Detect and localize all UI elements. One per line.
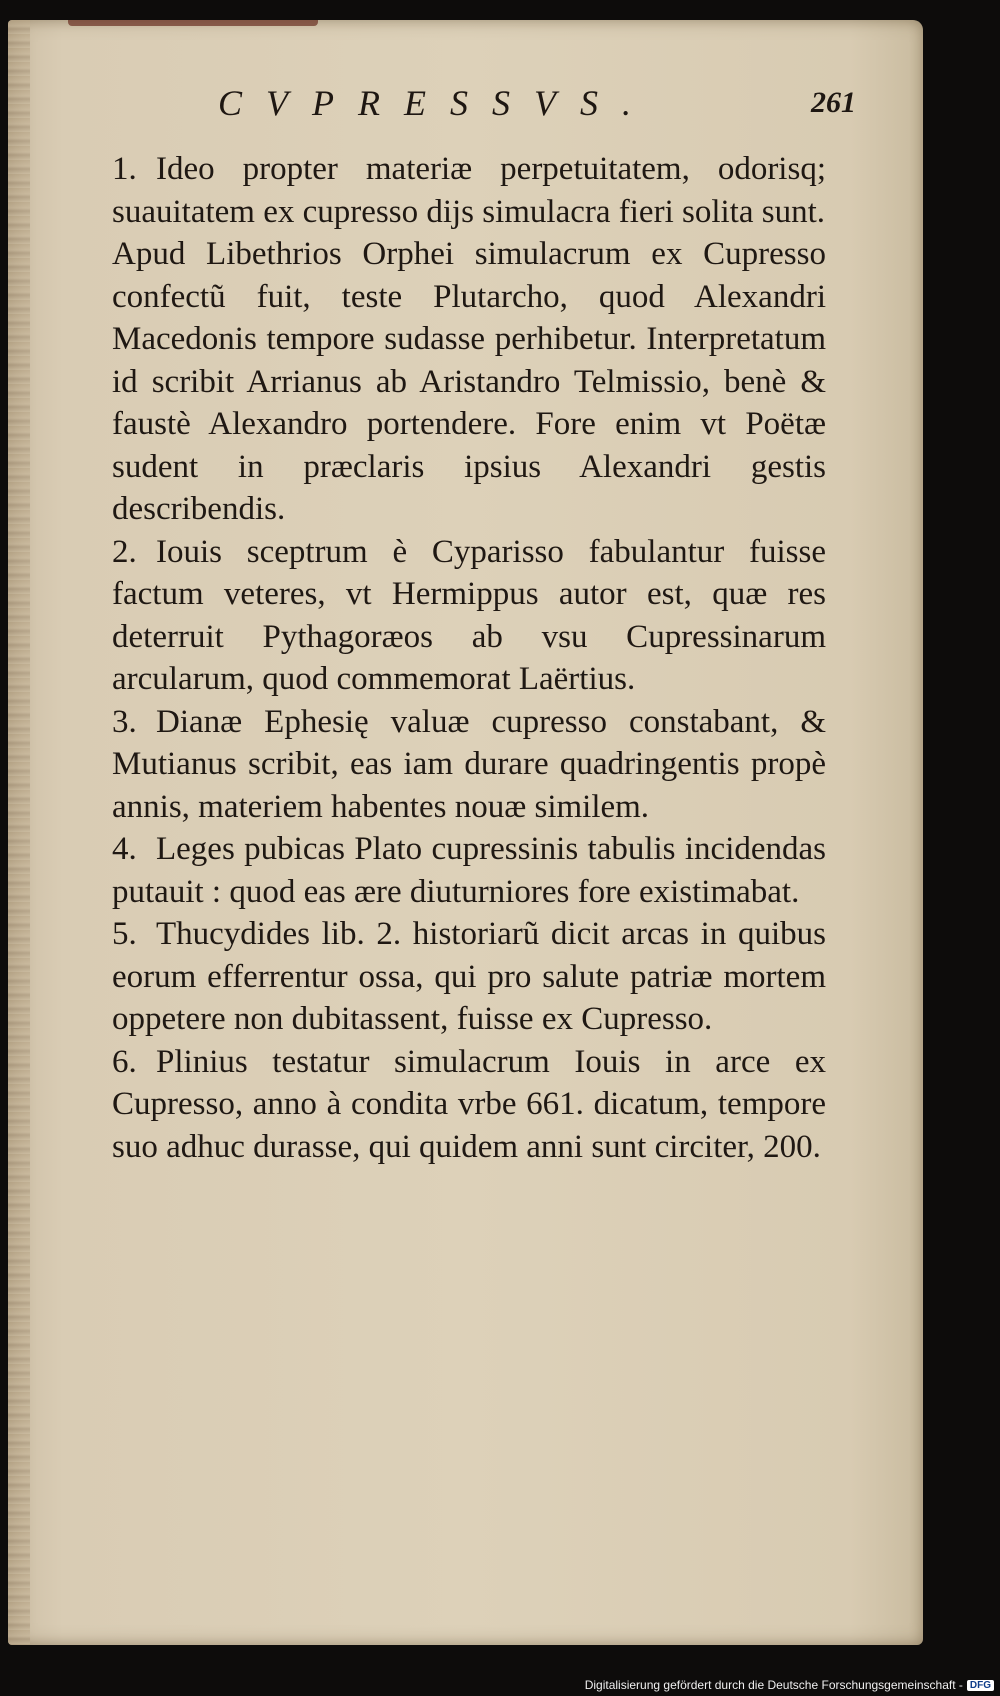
paragraph-text: Iouis sceptrum è Cyparisso fabulantur fuisse factum veteres, vt Hermippus autor est, quæ res deterruit Pythagoræos ab vsu Cupressinarum arcularum, quod commemorat Laërtius. xyxy=(112,533,826,697)
dfg-logo[interactable]: DFG xyxy=(967,1680,994,1691)
page-spine-edge xyxy=(8,20,30,1645)
paragraph-text: Ideo propter materiæ perpetuitatem, odorisq; suauitatem ex cupresso dijs simulacra fieri solita sunt. xyxy=(112,151,826,230)
paragraph xyxy=(54,531,826,701)
paragraph xyxy=(54,148,826,233)
paragraph-text: Leges pubicas Plato cupressinis tabulis incidendas putauit : quod eas ære diuturniores fore existimabat. xyxy=(112,831,826,910)
paragraph-number: 6. xyxy=(112,1043,137,1080)
book-page xyxy=(8,20,923,1645)
credit-text: Digitalisierung gefördert durch die Deutsche Forschungsgemeinschaft - xyxy=(584,1678,963,1692)
paragraph-text: Apud Libethrios Orphei simulacrum ex Cupresso confectũ fuit, teste Plutarcho, quod Alexandri Macedonis tempore sudasse perhibetur. Interpretatum id scribit Arrianus ab Aristandro Telmissio, benè & faustè Alexandro portendere. Fore enim vt Poëtæ sudent in præclaris ipsius Alexandri gestis describendis. xyxy=(112,236,826,527)
paragraph xyxy=(54,828,826,913)
paragraph xyxy=(54,913,826,1041)
paragraph-number: 4. xyxy=(112,831,137,867)
page-top-edge xyxy=(68,20,318,26)
paragraph-number: 3. xyxy=(112,703,137,740)
paragraph xyxy=(54,1041,826,1169)
paragraph-number: 2. xyxy=(112,533,137,570)
paragraph-number: 1. xyxy=(112,151,137,187)
paragraph-number: 5. xyxy=(112,916,137,952)
page-header xyxy=(218,82,856,138)
body-text xyxy=(54,148,826,1168)
running-title: CVPRESSVS. xyxy=(218,83,655,123)
digitization-credit xyxy=(585,1678,994,1692)
paragraph-text: Dianæ Ephesię valuæ cupresso constabant, & Mutianus scribit, eas iam durare quadringentis propè annis, materiem habentes nouæ similem. xyxy=(112,703,826,825)
paragraph xyxy=(54,701,826,829)
page-number: 261 xyxy=(811,86,856,119)
paragraph xyxy=(54,233,826,531)
paragraph-text: Thucydides lib. 2. historiarũ dicit arcas in quibus eorum efferrentur ossa, qui pro salute patriæ mortem oppetere non dubitassent, fuisse ex Cupresso. xyxy=(112,916,826,1037)
paragraph-text: Plinius testatur simulacrum Iouis in arce ex Cupresso, anno à condita vrbe 661. dicatum, tempore suo adhuc durasse, qui quidem anni sunt circiter, 200. xyxy=(112,1043,826,1165)
